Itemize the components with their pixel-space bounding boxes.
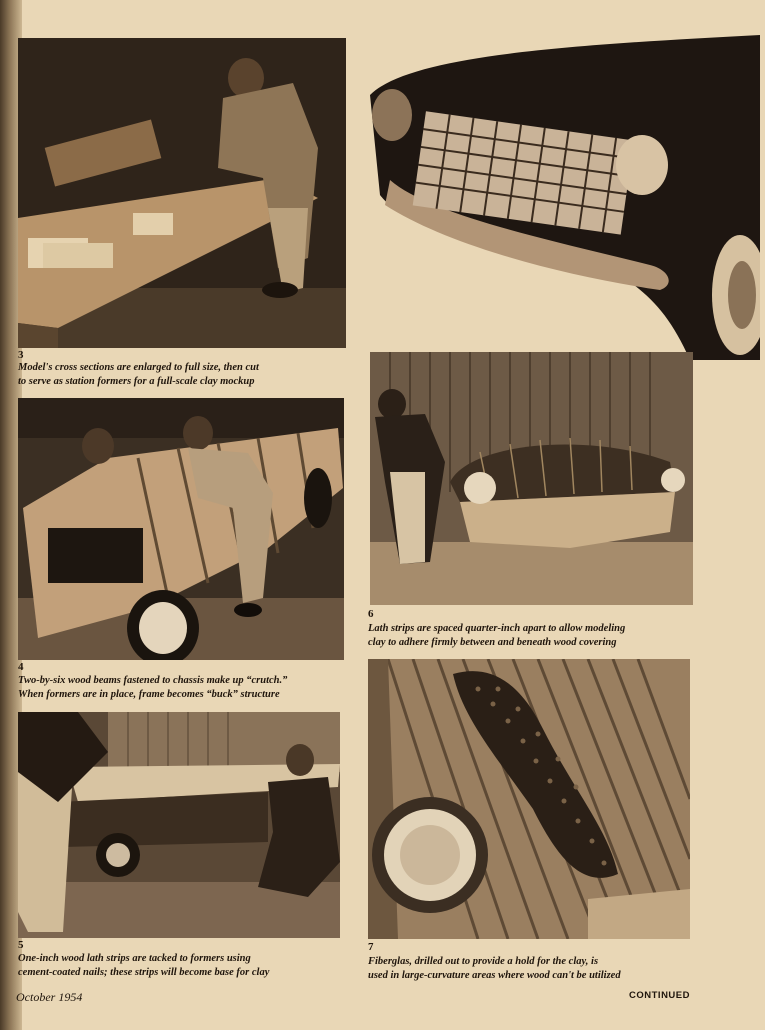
caption-3-line-1: Model's cross sections are enlarged to full size, then cut	[18, 362, 259, 373]
caption-5-line-2: cement-coated nails; these strips will become base for clay	[18, 967, 270, 978]
caption-5-number: 5	[18, 939, 24, 951]
photo-car-front	[370, 15, 760, 360]
caption-6-line-1: Lath strips are spaced quarter-inch apart to allow modeling	[368, 623, 626, 634]
photo-3-illustration	[18, 38, 346, 348]
footer-continued: CONTINUED	[629, 990, 690, 1001]
caption-5-text	[18, 952, 340, 980]
footer-issue-date: October 1954	[16, 990, 83, 1004]
caption-4-text	[18, 674, 344, 702]
photo-5-lath-strips	[18, 712, 340, 938]
caption-3-number: 3	[18, 349, 24, 361]
photo-6-illustration	[370, 352, 693, 605]
caption-6-number: 6	[368, 608, 374, 620]
caption-4-number: 4	[18, 661, 24, 673]
caption-7-text	[368, 955, 694, 983]
caption-3-text	[18, 361, 346, 389]
caption-6-line-2: clay to adhere firmly between and beneath wood covering	[368, 637, 617, 648]
caption-6-text	[368, 622, 694, 650]
caption-7-line-2: used in large-curvature areas where wood can't be utilized	[368, 970, 621, 981]
photo-7-illustration	[368, 659, 690, 939]
photo-5-illustration	[18, 712, 340, 938]
caption-7-line-1: Fiberglas, drilled out to provide a hold for the clay, is	[368, 956, 599, 967]
caption-4-line-1: Two-by-six wood beams fastened to chassis make up “crutch.”	[18, 675, 288, 686]
caption-5-line-1: One-inch wood lath strips are tacked to formers using	[18, 953, 251, 964]
photo-4-illustration	[18, 398, 344, 660]
photo-6-lath-covered-buck	[370, 352, 693, 605]
photo-4-chassis-formers	[18, 398, 344, 660]
car-front-illustration	[370, 15, 760, 360]
caption-7-number: 7	[368, 941, 374, 953]
caption-4-line-2: When formers are in place, frame becomes “buck” structure	[18, 689, 280, 700]
photo-7-fiberglas-hood	[368, 659, 690, 939]
caption-3-line-2: to serve as station formers for a full-scale clay mockup	[18, 376, 255, 387]
photo-3-drafting-table	[18, 38, 346, 348]
